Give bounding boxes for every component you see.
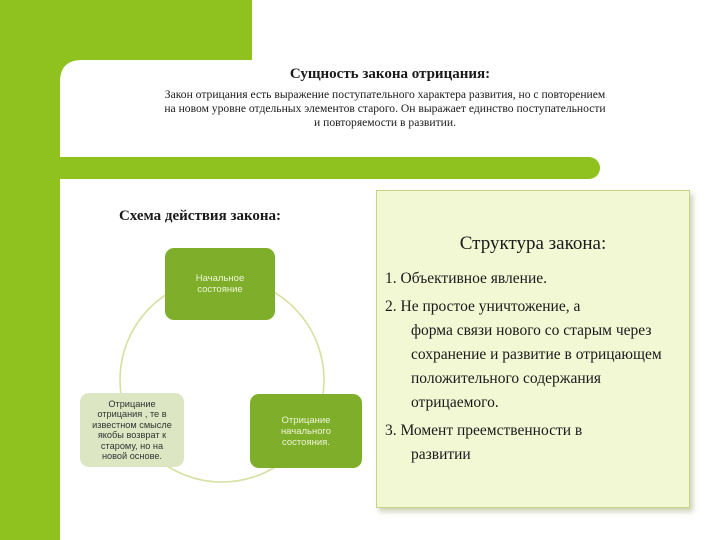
node-label: отрицания , те в bbox=[97, 409, 167, 419]
structure-title: Структура закона: bbox=[459, 233, 607, 254]
node-negation-of-negation bbox=[80, 393, 184, 467]
node-label: Отрицание bbox=[281, 414, 331, 426]
scheme-title: Схема действия закона: bbox=[118, 208, 282, 224]
bar-left-cap bbox=[20, 157, 60, 179]
intro-line: на новом уровне отдельных элементов старого. Он выражает единство поступательности bbox=[164, 102, 606, 115]
node-label: якобы возврат к bbox=[97, 430, 167, 440]
structure-item-3-lead: 3. Момент преемственности в bbox=[385, 422, 583, 439]
node-label: состояние bbox=[197, 284, 243, 295]
node-label: Начальное bbox=[195, 273, 245, 284]
intro-line: и повторяемости в развитии. bbox=[314, 116, 456, 129]
node-label: состояния. bbox=[282, 436, 330, 448]
intro-line: Закон отрицания есть выражение поступательного характера развития, но с повторением bbox=[164, 88, 606, 101]
intro-paragraph bbox=[70, 88, 700, 130]
node-label: известном смысле bbox=[92, 419, 172, 430]
node-label: Отрицание bbox=[108, 398, 156, 409]
node-label: начального bbox=[280, 425, 332, 437]
node-label: старому, но на bbox=[100, 440, 164, 451]
node-negation bbox=[250, 394, 362, 468]
structure-box bbox=[376, 190, 690, 508]
slide-title: Сущность закона отрицания: bbox=[289, 66, 491, 82]
structure-item-2-rest: форма связи нового со старым через сохранение и развитие в отрицающем положительного содержания отрицаемого. bbox=[411, 322, 662, 411]
horizontal-green-bar bbox=[20, 157, 600, 179]
structure-item-1: 1. Объективное явление. bbox=[385, 270, 547, 287]
node-label: новой основе. bbox=[101, 451, 163, 461]
node-initial-state bbox=[165, 248, 275, 320]
structure-item-2-lead: 2. Не простое уничтожение, а bbox=[385, 298, 581, 315]
structure-item-3-rest: развитии bbox=[411, 446, 471, 463]
